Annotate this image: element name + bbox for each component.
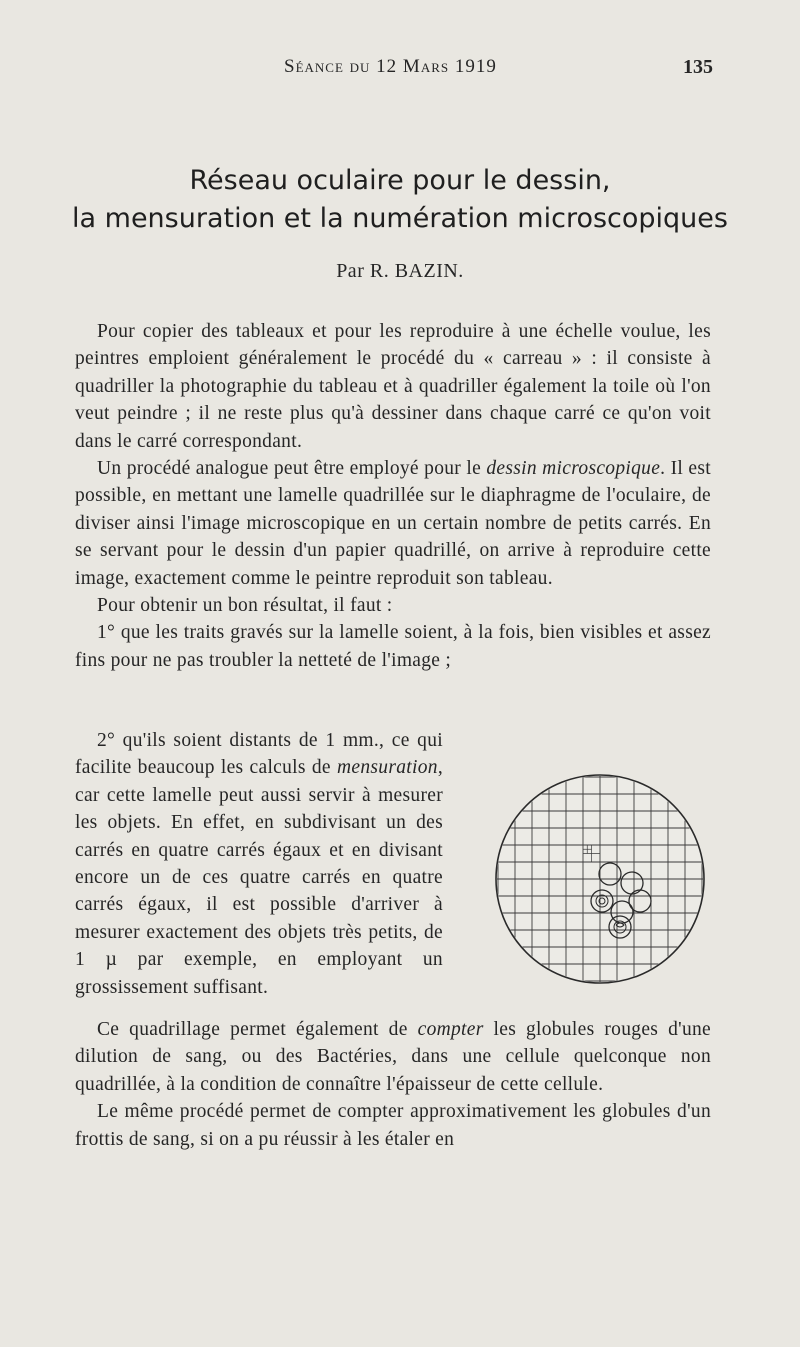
- paragraph-1: Pour copier des tableaux et pour les reproduire à une échelle voulue, les peintres emploient généralement le procédé du « carreau » : il consiste à quadriller la photographie du tableau et à quadriller également la toile où l'on veut peindre ; il ne reste plus qu'à dessiner dans chaque carré ce qu'on voit dans le carré correspondant.: [75, 321, 711, 452]
- title-line-1: Réseau oculaire pour le dessin,: [189, 165, 611, 196]
- article-title: [60, 162, 740, 238]
- paragraph-3: Pour obtenir un bon résultat, il faut :: [97, 595, 393, 617]
- p2-text-a: Un procédé analogue peut être employé pour le: [97, 458, 487, 480]
- p5-text-b: , car cette lamelle peut aussi servir à mesurer les objets. En effet, en subdivisant un des carrés en quatre carrés égaux et en divisant encore un de ces quatre carrés en quatre carrés égaux, il est possible d'arriver à mesurer exactement des objets très petits, de 1 µ par exemple, en employant un grossissement suffisant.: [75, 757, 443, 998]
- p5-text-a: 2° qu'ils soient distants de 1 mm., ce qui facilite beaucoup les calculs de: [75, 730, 443, 779]
- author-line: Par R. BAZIN.: [336, 260, 464, 282]
- paragraph-5: [75, 727, 443, 1001]
- running-title: Séance du 12 Mars 1919: [284, 56, 497, 77]
- title-line-2: la mensuration et la numération microscopiques: [72, 203, 728, 234]
- text-block-top: [75, 318, 711, 674]
- p6-emphasis: compter: [417, 1019, 484, 1040]
- p6-text-b: les globules rouges d'une dilution de sang, ou des Bactéries, dans une cellule quelconque non quadrillée, à la condition de connaître l'épaisseur de cette cellule.: [75, 1019, 711, 1095]
- paragraph-2: [75, 455, 711, 592]
- paragraph-4: 1° que les traits gravés sur la lamelle soient, à la fois, bien visibles et assez fins pour ne pas troubler la netteté de l'image ;: [75, 622, 711, 671]
- running-header: [0, 56, 800, 86]
- p6-text-a: Ce quadrillage permet également de: [97, 1019, 418, 1040]
- text-with-figure: [75, 727, 711, 1001]
- paragraph-7: Le même procédé permet de compter approximativement les globules d'un frottis de sang, si on a pu réussir à les étaler en: [75, 1101, 711, 1150]
- p5-emphasis: mensuration: [337, 757, 438, 779]
- wrapped-text: [75, 727, 443, 1001]
- paragraph-6: [75, 1016, 711, 1098]
- p2-emphasis: dessin microscopique: [486, 458, 661, 480]
- text-block-bottom: [75, 1016, 711, 1153]
- p2-text-b: . Il est possible, en mettant une lamelle quadrillée sur le diaphragme de l'oculaire, de diviser ainsi l'image microscopique en un certain nombre de petits carrés. En se servant pour le dessin d'un papier quadrillé, on arrive à reproduire cette image, exactement comme le peintre reproduit son tableau.: [75, 458, 711, 589]
- ocular-grid-icon: [480, 759, 720, 999]
- page-number: 135: [683, 56, 713, 78]
